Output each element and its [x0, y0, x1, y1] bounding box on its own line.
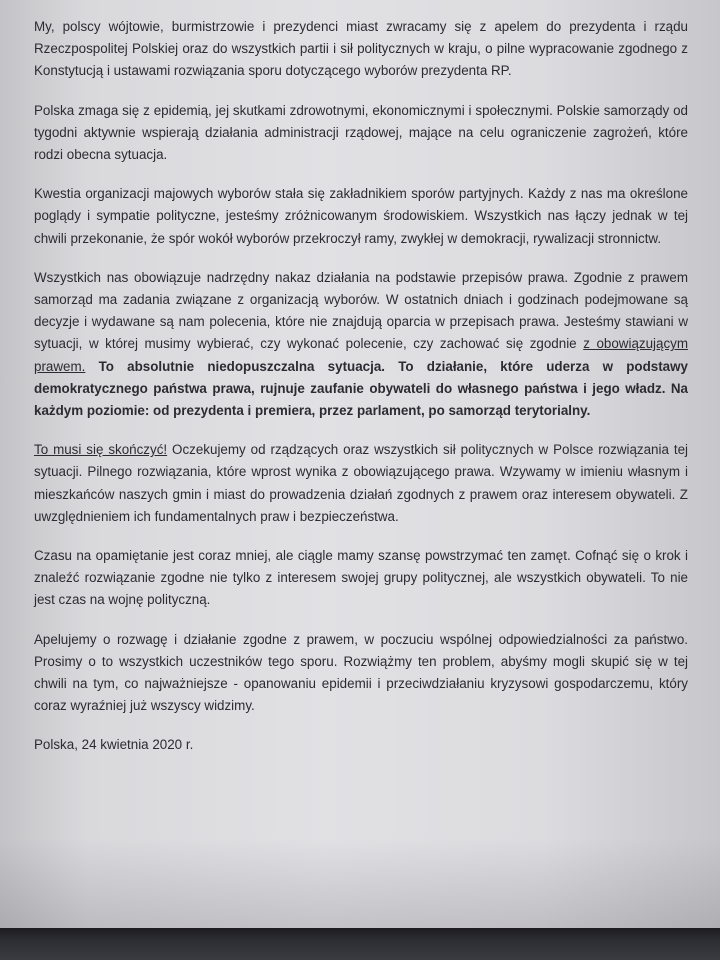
- paragraph-4: [34, 267, 688, 422]
- text-segment: Polska zmaga się z epidemią, jej skutkami zdrowotnymi, ekonomicznymi i społecznymi. Polskie samorządy od tygodni aktywnie wspierają działania administracji rządowej, mające na celu ograniczenie zagrożeń, które rodzi obecna sytuacja.: [34, 102, 688, 163]
- text-segment: My, polscy wójtowie, burmistrzowie i prezydenci miast zwracamy się z apelem do prezydenta i rządu Rzeczpospolitej Polskiej oraz do wszystkich partii i sił politycznych w kraju, o pilne wypracowanie zgodnego z Konstytucją i ustawami rozwiązania sporu dotyczącego wyborów prezydenta RP.: [34, 19, 688, 79]
- text-segment: Czasu na opamiętanie jest coraz mniej, ale ciągle mamy szansę powstrzymać ten zamęt. Cofnąć się o krok i znaleźć rozwiązanie zgodne nie tylko z interesem swojej grupy politycznej, ale wszystkich obywateli. To nie jest czas na wojnę polityczną.: [34, 548, 688, 608]
- monitor-bezel: [0, 928, 720, 960]
- text-segment: Kwestia organizacji majowych wyborów stała się zakładnikiem sporów partyjnych. Każdy z nas ma określone poglądy i sympatie polityczne, jesteśmy zróżnicowanym środowiskiem. Wszystkich nas łączy jednak w tej chwili przekonanie, że spór wokół wyborów przekroczył ramy, zwykłej w demokracji, rywalizacji stronnictw.: [34, 186, 688, 246]
- paragraph-5: [34, 439, 688, 528]
- text-segment: Wszystkich nas obowiązuje nadrzędny nakaz działania na podstawie przepisów prawa. Zgodnie z prawem samorząd ma zadania związane z organizacją wyborów. W ostatnich dniach i godzinach podejmowane są decyzje i wydawane są nam polecenia, które nie znajdują oparcia w przepisach prawa. Jesteśmy stawiani w sytuacji, w której musimy wybierać, czy wykonać polecenie, czy zachować się zgodnie: [34, 269, 688, 352]
- paragraph-6: [34, 545, 688, 612]
- underlined-text: z obowiązującym prawem.: [34, 336, 688, 374]
- bold-text: To absolutnie niedopuszczalna sytuacja. To działanie, które uderza w podstawy demokratycznego państwa prawa, rujnuje zaufanie obywateli do własnego państwa i jego władz. Na każdym poziomie: od prezydenta i premiera, przez parlament, po samorząd terytorialny.: [34, 358, 688, 419]
- place-date: Polska, 24 kwietnia 2020 r.: [34, 737, 194, 753]
- paragraph-1: [34, 16, 688, 83]
- paragraph-2: [34, 100, 688, 167]
- underlined-text: To musi się skończyć!: [34, 442, 168, 458]
- open-letter: [34, 16, 688, 774]
- text-segment: Apelujemy o rozwagę i działanie zgodne z prawem, w poczuciu wspólnej odpowiedzialności za państwo. Prosimy o to wszystkich uczestników tego sporu. Rozwiążmy ten problem, abyśmy mogli skupić się w tej chwili na tym, co najważniejsze - opanowaniu epidemii i przeciwdziałaniu kryzysowi gospodarczemu, który coraz wyraźniej już wszyscy widzimy.: [34, 631, 688, 714]
- paragraph-7: [34, 629, 688, 718]
- paragraph-3: [34, 183, 688, 250]
- text-segment: Oczekujemy od rządzących oraz wszystkich sił politycznych w Polsce rozwiązania tej sytuacji. Pilnego rozwiązania, które wprost wynika z obowiązującego prawa. Wzywamy w imieniu własnym i mieszkańców naszych gmin i miast do prowadzenia działań zgodnych z prawem oraz interesem obywateli. Z uwzględnieniem ich fundamentalnych praw i bezpieczeństwa.: [34, 442, 688, 524]
